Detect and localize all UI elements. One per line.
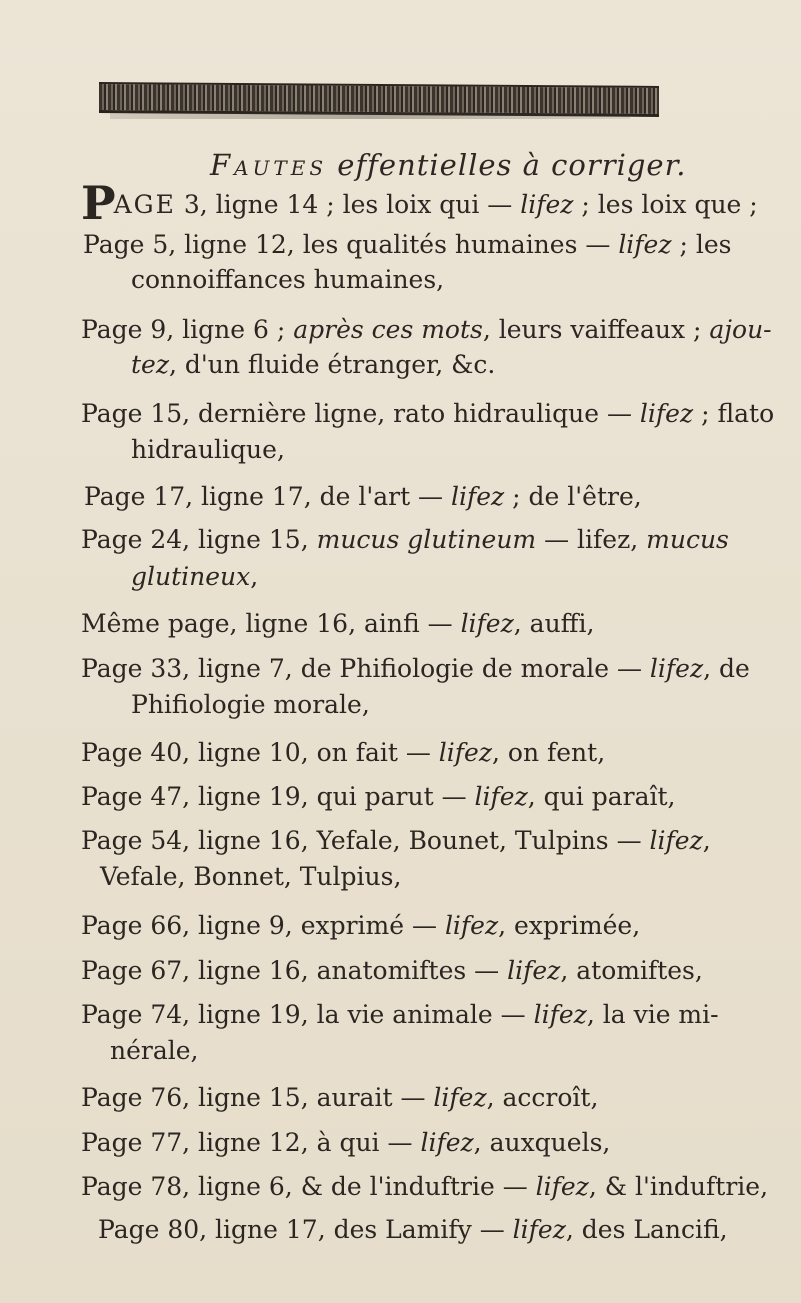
errata-text: lifez <box>639 398 694 428</box>
errata-line <box>131 562 258 591</box>
errata-text: , la vie mi- <box>586 999 719 1029</box>
title-lead: Fautes <box>210 148 328 182</box>
errata-text: Page 74, ligne 19, la vie animale — <box>81 999 534 1029</box>
errata-line <box>81 399 774 428</box>
errata-text: , auffi, <box>513 608 595 638</box>
errata-text: lifez <box>474 781 528 811</box>
ornament-shadow <box>110 113 630 119</box>
errata-text: Page 47, ligne 19, qui parut — <box>81 781 475 811</box>
errata-line <box>81 609 594 638</box>
errata-line <box>81 956 703 985</box>
errata-text: Page 77, ligne 12, à qui — <box>81 1127 421 1157</box>
errata-text: lifez <box>420 1127 474 1157</box>
errata-line <box>131 435 285 464</box>
errata-text: lifez <box>433 1083 487 1113</box>
errata-text: , des Lancifi, <box>565 1215 728 1245</box>
errata-line <box>131 265 444 294</box>
errata-text: nérale, <box>110 1035 199 1065</box>
errata-text: connoiffances humaines, <box>131 264 445 294</box>
errata-text: Page 24, ligne 15, <box>81 525 317 555</box>
errata-text: Phifiologie morale, <box>131 689 370 719</box>
errata-line <box>84 482 642 511</box>
errata-text: lifez <box>535 1171 589 1201</box>
errata-line <box>83 230 731 259</box>
errata-text: lifez <box>533 999 587 1029</box>
errata-text: mucus <box>646 525 729 555</box>
errata-text: lifez <box>618 229 672 259</box>
errata-line <box>81 911 640 940</box>
errata-text: P <box>81 176 114 231</box>
errata-line <box>131 690 370 719</box>
errata-line <box>81 1172 768 1201</box>
errata-line <box>81 315 772 344</box>
errata-text: , atomiftes, <box>560 955 703 985</box>
errata-text: AGE <box>113 190 176 220</box>
errata-text: ; les <box>671 229 732 259</box>
errata-text: lifez <box>438 738 493 768</box>
errata-text: lifez <box>444 911 499 941</box>
errata-text: ; les loix que ; <box>573 190 758 220</box>
errata-text: , & l'induftrie, <box>588 1171 769 1201</box>
errata-text: hidraulique, <box>131 435 285 465</box>
errata-line <box>81 654 750 683</box>
errata-text: , leurs vaiffeaux ; <box>482 315 710 345</box>
errata-text: mucus glutineum <box>316 525 537 555</box>
errata-line <box>81 782 675 811</box>
title-rest: effentielles à corriger. <box>337 148 687 182</box>
errata-text: , auxquels, <box>473 1127 611 1157</box>
errata-text: , <box>702 825 711 855</box>
errata-text: glutineux <box>131 561 251 591</box>
page-title <box>210 148 686 182</box>
errata-text: Page 80, ligne 17, des Lamify — <box>98 1215 513 1245</box>
errata-text: après ces mots <box>293 315 483 345</box>
errata-line <box>81 826 711 855</box>
errata-text: ; de l'être, <box>504 481 642 511</box>
errata-text: Page 40, ligne 10, on fait — <box>81 738 439 768</box>
errata-text: Page 66, ligne 9, exprimé — <box>81 911 445 941</box>
errata-text: Page 17, ligne 17, de l'art — <box>84 481 452 511</box>
errata-text: tez <box>131 350 170 380</box>
errata-text: , accroît, <box>486 1083 599 1113</box>
errata-text: Page 15, dernière ligne, rato hidraulique — <box>81 398 640 428</box>
errata-text: Page 54, ligne 16, Yefale, Bounet, Tulpins — <box>81 825 650 855</box>
errata-text: ; flato <box>693 398 775 428</box>
errata-text: , qui paraît, <box>527 781 676 811</box>
errata-line <box>81 176 758 231</box>
errata-text: lifez <box>512 1215 566 1245</box>
errata-text: , exprimée, <box>498 911 641 941</box>
errata-text: Page 76, ligne 15, aurait — <box>81 1083 434 1113</box>
errata-text: lifez <box>649 825 703 855</box>
errata-text: lifez <box>460 608 514 638</box>
errata-text: Vefale, Bonnet, Tulpius, <box>100 861 402 891</box>
errata-line <box>81 1000 719 1029</box>
errata-text: — lifez, <box>536 525 647 555</box>
errata-line <box>110 1036 199 1065</box>
errata-text: Page 33, ligne 7, de Phifiologie de morale — <box>81 653 650 683</box>
errata-text: lifez <box>451 481 505 511</box>
errata-text: 3, ligne 14 ; les loix qui — <box>175 190 521 220</box>
errata-text: , d'un fluide étranger, &c. <box>169 350 496 380</box>
header-ornament-band <box>99 82 659 117</box>
errata-text: lifez <box>507 955 561 985</box>
errata-text: Même page, ligne 16, ainfi — <box>81 608 461 638</box>
errata-text: lifez <box>649 653 704 683</box>
errata-line <box>98 1215 728 1244</box>
errata-text: , on fent, <box>492 738 606 768</box>
errata-line <box>100 862 401 891</box>
errata-text: Page 67, ligne 16, anatomiftes — <box>81 955 508 985</box>
errata-text: lifez <box>520 190 574 220</box>
errata-line <box>131 350 495 379</box>
errata-text: , de <box>703 653 750 683</box>
errata-text: , <box>250 561 259 591</box>
errata-text: Page 78, ligne 6, & de l'induftrie — <box>81 1171 536 1201</box>
errata-text: Page 9, ligne 6 ; <box>81 315 294 345</box>
errata-line <box>81 1083 598 1112</box>
errata-text: Page 5, ligne 12, les qualités humaines — <box>83 229 619 259</box>
errata-line <box>81 525 729 554</box>
errata-text: ajou- <box>709 315 772 345</box>
errata-line <box>81 738 605 767</box>
errata-line <box>81 1128 610 1157</box>
